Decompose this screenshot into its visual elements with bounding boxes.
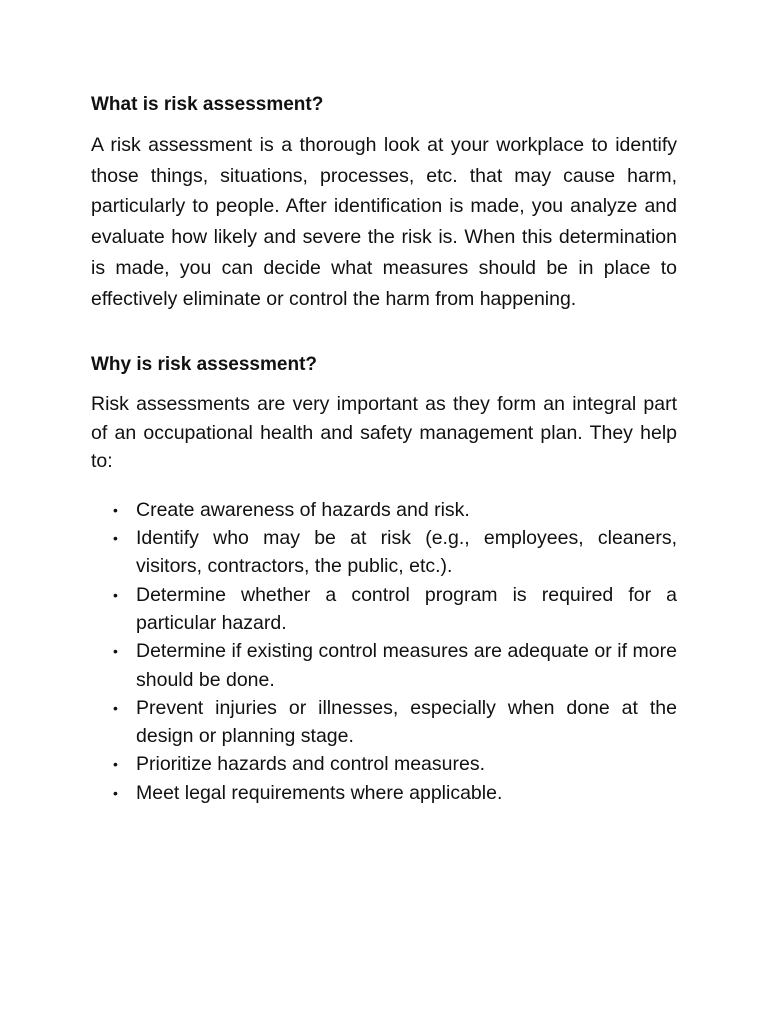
- list-item: [91, 750, 677, 778]
- bullet-icon: •: [113, 756, 118, 773]
- list-item-text: Identify who may be at risk (e.g., employees, cleaners, visitors, contractors, the public, etc.).: [136, 527, 677, 578]
- section-heading-what-is-risk-assessment: What is risk assessment?: [91, 94, 324, 115]
- bullet-icon: •: [113, 643, 118, 660]
- bullet-icon: •: [113, 530, 118, 547]
- bullet-icon: •: [113, 699, 118, 716]
- list-item: [91, 524, 677, 581]
- bullet-icon: •: [113, 501, 118, 518]
- list-item: [91, 694, 677, 751]
- section-heading-why-is-risk-assessment: Why is risk assessment?: [91, 354, 317, 376]
- list-item-text: Create awareness of hazards and risk.: [136, 498, 470, 521]
- list-item-text: Prioritize hazards and control measures.: [136, 753, 485, 776]
- list-item: [91, 637, 677, 694]
- list-item-text: Prevent injuries or illnesses, especially when done at the design or planning stage.: [136, 696, 677, 748]
- section-paragraph-definition: A risk assessment is a thorough look at your workplace to identify those things, situations, processes, etc. that may cause harm, particularly to people. After identification is made, you analyze and evaluate how likely and severe the risk is. When this determination is made, you can decide what measures should be in place to effectively eliminate or control the harm from happening.: [91, 134, 677, 310]
- bullet-icon: •: [113, 784, 118, 801]
- list-item: [91, 496, 677, 524]
- list-item-text: Determine whether a control program is required for a particular hazard.: [136, 583, 677, 634]
- list-item-text: Determine if existing control measures are adequate or if more should be done.: [136, 640, 677, 691]
- list-item: [91, 581, 677, 638]
- list-item: [91, 779, 677, 807]
- list-item-text: Meet legal requirements where applicable.: [136, 781, 503, 804]
- document-page: [91, 92, 677, 807]
- section-paragraph-importance: Risk assessments are very important as they form an integral part of an occupational health and safety management plan. They help to:: [91, 393, 677, 473]
- bullet-icon: •: [113, 586, 118, 603]
- benefits-bullet-list: [91, 496, 677, 807]
